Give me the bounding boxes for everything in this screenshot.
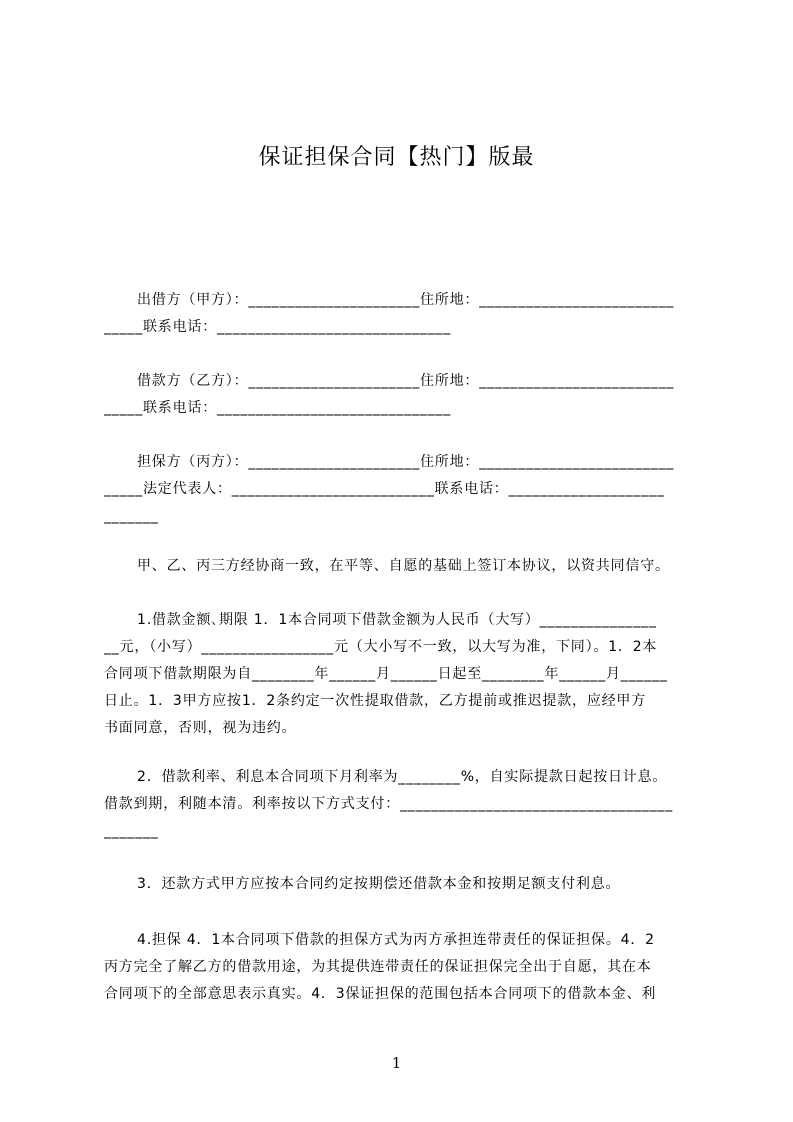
guarantor-line-1: 担保方（丙方）：______________________住所地：_________________________ [137, 454, 675, 470]
borrower-line-1: 借款方（乙方）：______________________住所地：_________________________ [137, 373, 675, 389]
clause-2-line-3: _______ [104, 823, 159, 839]
clause-1-line-3: 合同项下借款期限为自________年______月______日起至________年______月______ [104, 666, 668, 682]
guarantor-section [104, 449, 704, 530]
agreement-intro: 甲、乙、丙三方经协商一致，在平等、自愿的基础上签订本协议，以资共同信守。 [137, 558, 670, 574]
guarantor-line-3: _______ [104, 508, 159, 524]
document-title: 保证担保合同【热门】版最 [258, 145, 535, 170]
clause-3 [104, 871, 704, 898]
clause-1-line-5: 书面同意，否则，视为违约。 [104, 720, 297, 736]
lender-line-1: 出借方（甲方）：______________________住所地：_________________________ [137, 292, 675, 308]
clause-1-line-1: 1.借款金额､期限 1．1本合同项下借款金额为人民币（大写）_______________ [137, 612, 657, 628]
agreement-intro-section [104, 553, 704, 580]
clause-2 [104, 764, 704, 845]
page-number: 1 [391, 1054, 402, 1072]
clause-4-line-1: 4.担保 4．1本合同项下借款的担保方式为丙方承担连带责任的保证担保。4．2 [137, 932, 655, 948]
borrower-line-2: _____联系电话：______________________________ [104, 400, 451, 416]
clause-2-line-2: 借款到期，利随本清。利率按以下方式支付：___________________________________ [104, 796, 673, 812]
clause-1 [104, 607, 704, 742]
clause-4-line-2: 丙方完全了解乙方的借款用途，为其提供连带责任的保证担保完全出于自愿，其在本 [104, 959, 652, 975]
clause-1-line-4: 日止。1．3甲方应按1．2条约定一次性提取借款，乙方提前或推迟提款，应经甲方 [104, 693, 647, 709]
borrower-section [104, 368, 704, 422]
clause-4 [104, 927, 704, 1008]
clause-2-line-1: 2．借款利率、利息本合同项下月利率为________%，自实际提款日起按日计息。 [137, 769, 668, 785]
clause-3-line-1: 3．还款方式甲方应按本合同约定按期偿还借款本金和按期足额支付利息。 [137, 876, 621, 892]
lender-section [104, 287, 704, 341]
guarantor-line-2: _____法定代表人：__________________________联系电话：____________________ [104, 481, 665, 497]
clause-4-line-3: 合同项下的全部意思表示真实。4．3保证担保的范围包括本合同项下的借款本金、利 [104, 986, 657, 1002]
lender-line-2: _____联系电话：______________________________ [104, 319, 451, 335]
clause-1-line-2: __元，（小写）_________________元（大小写不一致，以大写为准，下同）。1．2本 [104, 639, 658, 655]
